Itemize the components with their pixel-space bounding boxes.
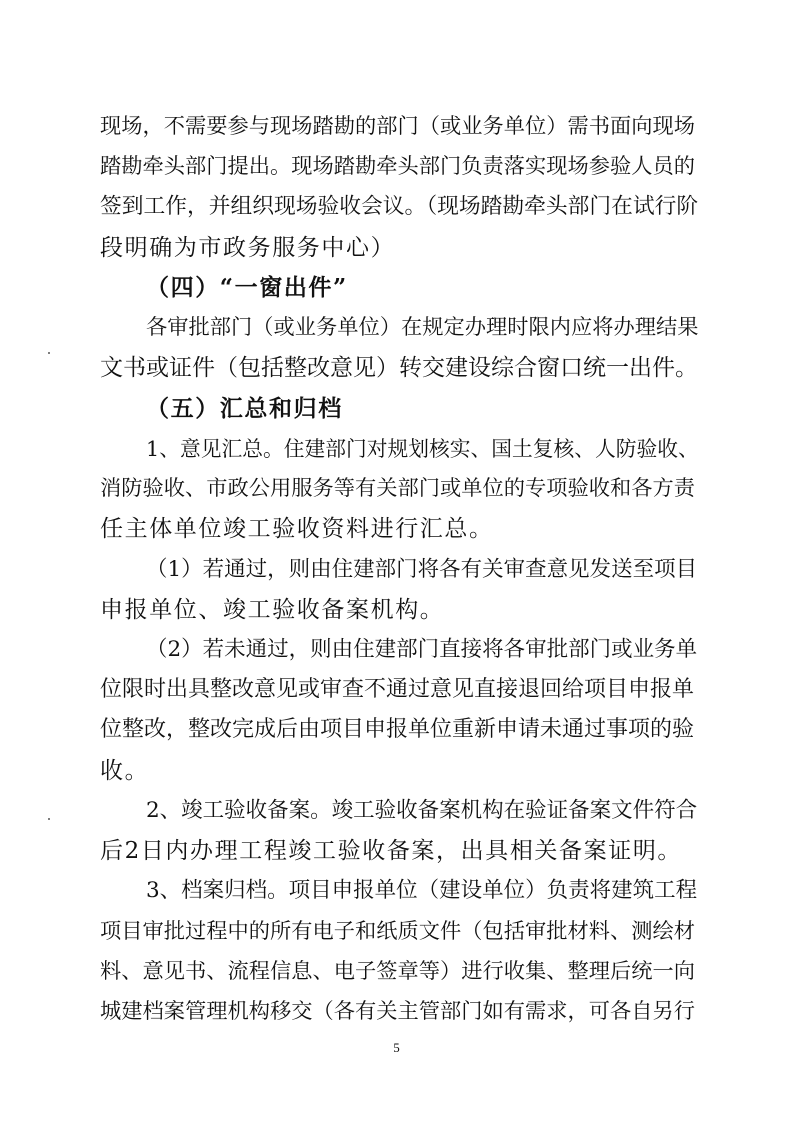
section-heading-four: （四）“一窗出件” <box>146 274 348 301</box>
paragraph-line: （1）若通过，则由住建部门将各有关审查意见发送至项目 <box>146 557 698 582</box>
section-heading-five: （五）汇总和归档 <box>146 395 343 422</box>
scan-speck <box>48 818 50 820</box>
paragraph-line: 3、档案归档。项目申报单位（建设单位）负责将建筑工程 <box>146 878 698 903</box>
paragraph-line: 文书或证件（包括整改意见）转交建设综合窗口统一出件。 <box>100 355 698 381</box>
paragraph-line: 收。 <box>100 758 150 784</box>
page-number: 5 <box>393 1040 400 1055</box>
paragraph-line: 2、竣工验收备案。竣工验收备案机构在验证备案文件符合 <box>146 798 698 823</box>
scan-speck <box>48 352 50 354</box>
paragraph-line: 1、意见汇总。住建部门对规划核实、国土复核、人防验收、 <box>146 437 699 461</box>
paragraph-line: 各审批部门（或业务单位）在规定办理时限内应将办理结果 <box>146 315 699 340</box>
paragraph-line: 消防验收、市政公用服务等有关部门或单位的专项验收和各方责 <box>100 476 696 501</box>
paragraph-line: 任主体单位竣工验收资料进行汇总。 <box>100 516 494 542</box>
paragraph-line: 后2日内办理工程竣工验收备案，出具相关备案证明。 <box>100 838 683 864</box>
paragraph-line: 踏勘牵头部门提出。现场踏勘牵头部门负责落实现场参验人员的 <box>100 154 696 179</box>
paragraph-line: 料、意见书、流程信息、电子签章等）进行收集、整理后统一向 <box>100 959 696 984</box>
paragraph-line: 位整改，整改完成后由项目申报单位重新申请未通过事项的验 <box>100 717 695 742</box>
paragraph-line: 段明确为市政务服务中心） <box>100 235 396 261</box>
paragraph-line: 城建档案管理机构移交（各有关主管部门如有需求，可各自另行 <box>100 999 696 1024</box>
paragraph-line: 位限时出具整改意见或审查不通过意见直接退回给项目申报单 <box>100 677 695 702</box>
paragraph-line: 项目审批过程中的所有电子和纸质文件（包括审批材料、测绘材 <box>100 919 696 944</box>
paragraph-line: 申报单位、竣工验收备案机构。 <box>100 597 445 623</box>
paragraph-line: 签到工作，并组织现场验收会议。（现场踏勘牵头部门在试行阶 <box>100 194 699 219</box>
paragraph-line: 现场，不需要参与现场踏勘的部门（或业务单位）需书面向现场 <box>100 114 696 139</box>
paragraph-line: （2）若未通过，则由住建部门直接将各审批部门或业务单 <box>146 637 698 662</box>
